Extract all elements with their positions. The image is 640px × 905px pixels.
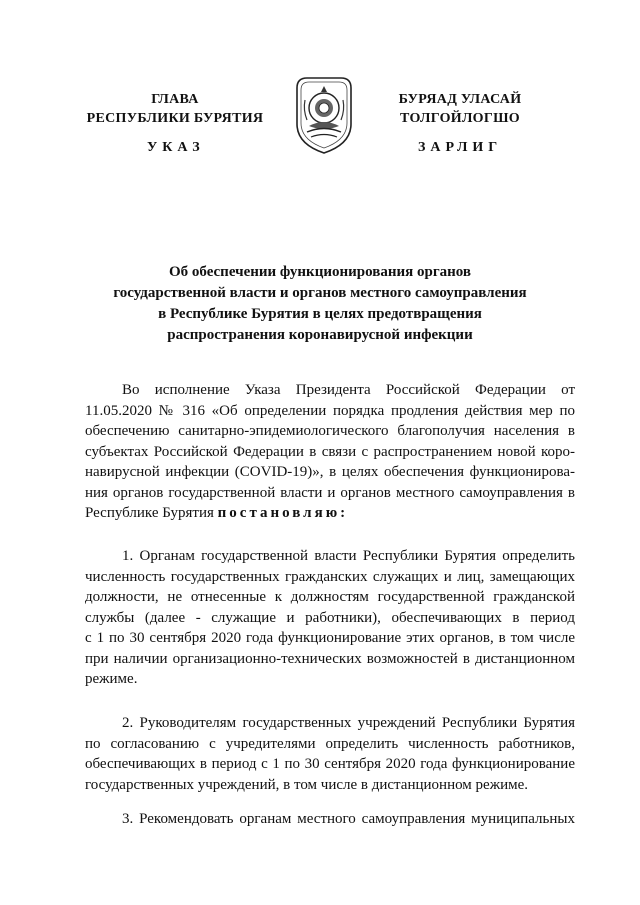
text-line: 1. Органам государственной власти Республики Бурятия определить xyxy=(122,548,575,564)
intro-paragraph xyxy=(85,380,575,524)
text-line: государственных учреждений, в том числе в дистанционном режиме. xyxy=(85,776,528,793)
header-left-line2: РЕСПУБЛИКИ БУРЯТИЯ xyxy=(86,111,264,126)
decree-label-ru: УКАЗ xyxy=(147,140,205,155)
text-line: Во исполнение Указа Президента Российской Федерации от xyxy=(122,382,575,398)
text-line: субъектах Российской Федерации в связи с распространением новой коро- xyxy=(85,443,575,460)
coat-of-arms-emblem xyxy=(291,74,357,156)
item-1-paragraph xyxy=(85,546,575,690)
title-line: в Республике Бурятия в целях предотвращения xyxy=(158,306,482,322)
text-line: по согласованию с учредителями определить численность работников, xyxy=(85,735,575,752)
text-prefix: Республике Бурятия xyxy=(85,505,218,521)
text-line: 2. Руководителям государственных учреждений Республики Бурятия xyxy=(122,715,575,731)
header-left-line1: ГЛАВА xyxy=(151,92,199,107)
resolution-word: постановляю: xyxy=(217,505,349,521)
header-right xyxy=(360,90,560,128)
item-3-paragraph xyxy=(85,809,575,830)
text-line: службы (далее - служащие и работники), обеспечивающих в период xyxy=(85,609,575,626)
text-line: ния органов государственной власти и органов местного самоуправления в xyxy=(85,484,575,501)
title-line: распространения коронавирусной инфекции xyxy=(167,327,473,343)
item-2-paragraph xyxy=(85,713,575,795)
text-line: режиме. xyxy=(85,671,138,687)
text-line: 11.05.2020 № 316 «Об определении порядка продления действия мер по xyxy=(85,402,575,419)
text-line: 3. Рекомендовать органам местного самоуправления муниципальных xyxy=(122,811,575,827)
title-line: Об обеспечении функционирования органов xyxy=(168,264,472,280)
title-line: государственной власти и органов местного самоуправления xyxy=(113,285,527,301)
text-line xyxy=(85,503,575,524)
text-line: численность государственных гражданских служащих и лиц, замещающих xyxy=(85,568,575,585)
text-line: навирусной инфекции (COVID-19)», в целях обеспечения функционирова- xyxy=(85,464,575,480)
text-line: с 1 по 30 сентября 2020 года функционирование этих органов, в том числе xyxy=(85,630,575,646)
document-title xyxy=(60,262,580,346)
header-right-line1: БУРЯАД УЛАСАЙ xyxy=(398,92,522,107)
header-left xyxy=(60,90,290,128)
text-line: при наличии организационно-технических возможностей в дистанционном xyxy=(85,650,575,667)
decree-label-bua: ЗАРЛИГ xyxy=(418,140,503,155)
text-line: должности, не отнесенные к должностям государственной гражданской xyxy=(85,589,575,605)
header-right-line2: ТОЛГОЙЛОГШО xyxy=(400,111,520,126)
text-line: обеспечению санитарно-эпидемиологического благополучия населения в xyxy=(85,423,575,439)
text-line: обеспечивающих в период с 1 по 30 сентября 2020 года функционирование xyxy=(85,756,575,772)
